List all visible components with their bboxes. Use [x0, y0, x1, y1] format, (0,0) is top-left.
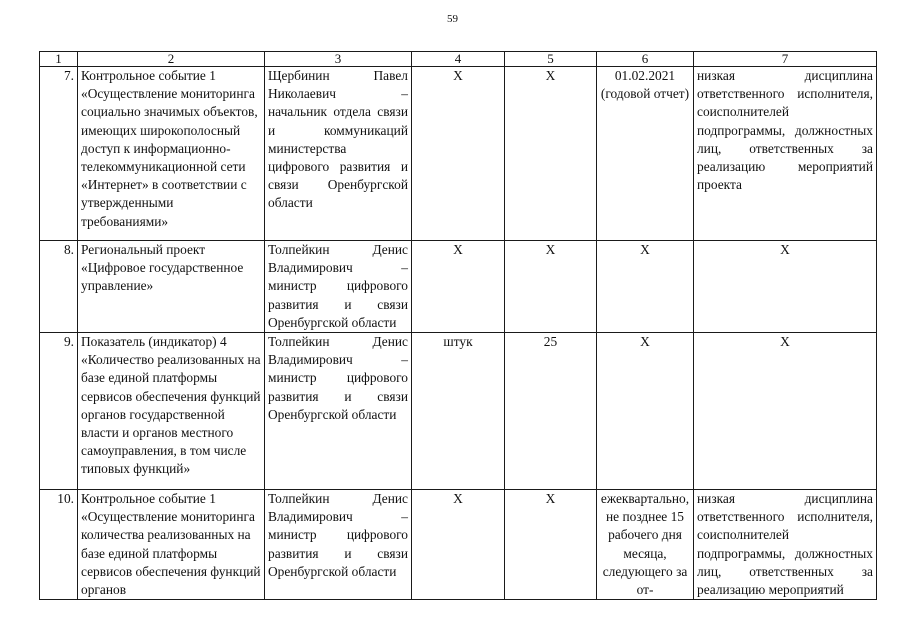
table-row: [40, 67, 877, 241]
deadline-cell: Х: [597, 241, 694, 333]
row-number: 9.: [40, 333, 78, 490]
row-number: 8.: [40, 241, 78, 333]
unit-cell: Х: [412, 241, 505, 333]
header-col-3: 3: [265, 52, 412, 67]
table-row: [40, 333, 877, 490]
value-cell: Х: [505, 241, 597, 333]
risk-cell: низкая дисциплина ответственного исполнителя, соисполнителей подпрограммы, должностных лиц, ответственных за реализацию мероприятий проекта: [694, 67, 877, 241]
responsible-person: Толпейкин Денис Владимирович – министр цифрового развития и связи Оренбургской области: [265, 333, 412, 490]
responsible-person: Толпейкин Денис Владимирович – министр цифрового развития и связи Оренбургской области: [265, 490, 412, 600]
value-cell: 25: [505, 333, 597, 490]
row-number: 7.: [40, 67, 78, 241]
event-name: Показатель (индикатор) 4 «Количество реализованных на базе единой платформы сервисов обеспечения функций органов государственной власти и органов местного самоуправления, в том числе типовых функций»: [78, 333, 265, 490]
responsible-person: Толпейкин Денис Владимирович – министр цифрового развития и связи Оренбургской области: [265, 241, 412, 333]
table-row: [40, 241, 877, 333]
unit-cell: штук: [412, 333, 505, 490]
table-row: [40, 490, 877, 600]
header-col-7: 7: [694, 52, 877, 67]
header-row: [40, 52, 877, 67]
deadline-cell: Х: [597, 333, 694, 490]
header-col-6: 6: [597, 52, 694, 67]
value-cell: Х: [505, 490, 597, 600]
row-number: 10.: [40, 490, 78, 600]
deadline-cell: 01.02.2021 (годовой отчет): [597, 67, 694, 241]
unit-cell: Х: [412, 490, 505, 600]
unit-cell: Х: [412, 67, 505, 241]
header-col-1: 1: [40, 52, 78, 67]
control-events-table: [39, 51, 877, 600]
risk-cell: Х: [694, 241, 877, 333]
deadline-cell: ежеквартально, не позднее 15 рабочего дня месяца, следующего за от-: [597, 490, 694, 600]
risk-cell: Х: [694, 333, 877, 490]
risk-cell: низкая дисциплина ответственного исполнителя, соисполнителей подпрограммы, должностных лиц, ответственных за реализацию мероприятий: [694, 490, 877, 600]
responsible-person: Щербинин Павел Николаевич – начальник отдела связи и коммуникаций министерства цифрового развития и связи Оренбургской области: [265, 67, 412, 241]
event-name: Контрольное событие 1 «Осуществление мониторинга количества реализованных на базе единой платформы сервисов обеспечения функций органов: [78, 490, 265, 600]
event-name: Контрольное событие 1 «Осуществление мониторинга социально значимых объектов, имеющих широкополосный доступ к информационно-телекоммуникационной сети «Интернет» в соответствии с утвержденными требованиями»: [78, 67, 265, 241]
value-cell: Х: [505, 67, 597, 241]
header-col-2: 2: [78, 52, 265, 67]
header-col-4: 4: [412, 52, 505, 67]
event-name: Региональный проект «Цифровое государственное управление»: [78, 241, 265, 333]
page-number: 59: [447, 13, 458, 25]
header-col-5: 5: [505, 52, 597, 67]
